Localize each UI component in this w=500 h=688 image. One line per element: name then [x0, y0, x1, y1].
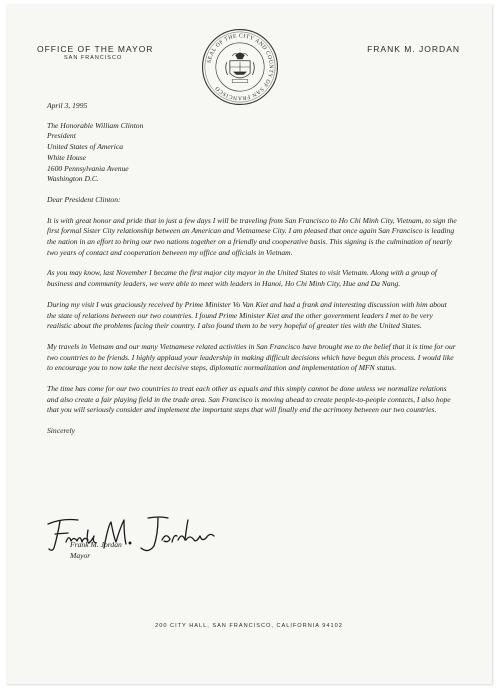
city-seal-icon	[201, 28, 279, 106]
office-city: SAN FRANCISCO	[64, 55, 123, 61]
footer-address: 200 CITY HALL, SAN FRANCISCO, CALIFORNIA 94102	[155, 623, 343, 629]
address-line: 1600 Pennsylvania Avenue	[47, 163, 129, 173]
address-line: President	[47, 131, 76, 141]
address-line: White House	[47, 152, 87, 162]
signer-name: Frank M. Jordan	[70, 540, 122, 549]
office-title: OFFICE OF THE MAYOR	[37, 44, 154, 54]
address-line: The Honorable William Clinton	[47, 120, 144, 130]
paragraph: As you may know, last November I became the first major city mayor in the United States to visit Vietnam. Along with a group of business and community leaders, we were able to meet with leaders in Hanoi, Ho Chi Minh City, Hue and Da Nang.	[47, 268, 437, 289]
recipient-address	[47, 121, 457, 185]
salutation: Dear President Clinton:	[47, 194, 121, 204]
seal-ring-text: SEAL OF THE CITY AND COUNTY OF SAN FRANCISCO	[206, 33, 274, 101]
address-line: United States of America	[47, 142, 123, 152]
letter-page	[6, 4, 492, 684]
paragraph: During my visit I was graciously received by Prime Minister Vo Van Kiet and had a frank and interesting discussion with him about the state of relations between our two countries. I found Prime Minister Kiet and the other government leaders I met to be very realistic about the problems facing their country. I also found them to be very hopeful of greater ties with the United States.	[47, 299, 447, 331]
closing: Sincerely	[47, 426, 75, 436]
paragraph: The time has come for our two countries to treat each other as equals and this simply cannot be done unless we normalize relations and also create a fair playing field in the trade area. San Francisco is moving ahead to create people-to-people contacts, I also hope that you will seriously consider and implement the important steps that will finally end the acrimony between our two countries.	[47, 384, 451, 415]
mayor-name-heading: FRANK M. JORDAN	[367, 44, 460, 54]
signer-title: Mayor	[70, 550, 91, 560]
signer-block	[70, 540, 122, 561]
paragraph: It is with great honor and pride that in just a few days I will be traveling from San Francisco to Ho Chi Minh City, Vietnam, to sign the first formal Sister City relationship between an American and Vietnamese City. I am pleased that once again San Francisco is leading the nation in an effort to bring our two nations together on a friendly and cooperative basis. This signing is the culmination of nearly two years of contact and cooperation between my office and officials in Vietnam.	[47, 215, 457, 257]
letter-date: April 3, 1995	[47, 101, 88, 110]
letter-body	[47, 101, 457, 437]
address-line: Washington D.C.	[47, 174, 99, 184]
paragraph: My travels in Vietnam and our many Vietnamese related activities in San Francisco have brought me to the belief that it is time for our two countries to be friends. I highly applaud your leadership in making difficult decisions which have begun this process. I would like to encourage you to now take the next decisive steps, diplomatic normalization and implementation of MFN status.	[47, 341, 456, 373]
office-heading	[37, 44, 153, 61]
